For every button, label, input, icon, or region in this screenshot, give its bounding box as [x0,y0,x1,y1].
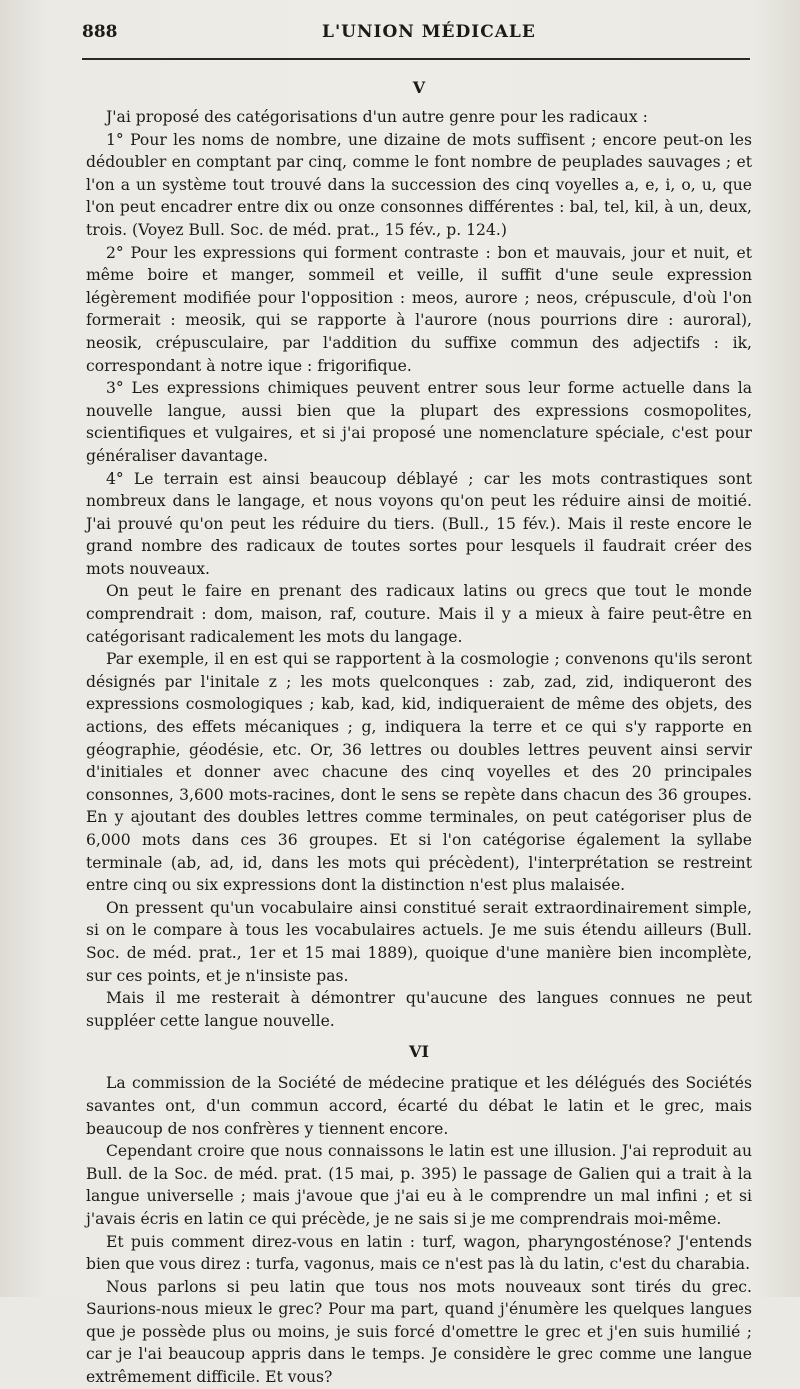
paragraph: Et puis comment direz-vous en latin : turf, wagon, pharyngosténose? J'entends bien que vous direz : turfa, vagonus, mais ce n'est pas là du latin, c'est du charabia. [86,1232,752,1274]
paragraph: J'ai proposé des catégorisations d'un autre genre pour les radicaux : [106,108,648,126]
paragraph: La commission de la Société de médecine pratique et les délégués des Sociétés savantes ont, d'un commun accord, écarté du débat le latin et le grec, mais beaucoup de nos confrères y tiennent encore. [86,1074,752,1138]
section-title-v: V [412,78,426,97]
paragraph: On peut le faire en prenant des radicaux latins ou grecs que tout le monde comprendrait : dom, maison, raf, couture. Mais il y a mieux à faire peut-être en catégorisant radicalement les mots du langage. [86,582,752,646]
page-header [82,22,750,48]
paragraph: Par exemple, il en est qui se rapportent à la cosmologie ; convenons qu'ils seront désignés par l'initale z ; les mots quelconques : zab, zad, zid, indiqueront des expressions cosmologiques ; kab, kad, kid, indiqueraient de même des objets, des actions, des effets mécaniques ; g, indiquera la terre et ce qui s'y rapporte en géographie, géodésie, etc. Or, 36 lettres ou doubles lettres peuvent ainsi servir d'initiales et donner avec chacune des cinq voyelles et des 20 principales consonnes, 3,600 mots-racines, dont le sens se repète dans chacun des 36 groupes. En y ajoutant des doubles lettres comme terminales, on peut catégoriser plus de 6,000 mots dans ces 36 groupes. Et si l'on catégorise également la syllabe terminale (ab, ad, id, dans les mots qui précèdent), l'interprétation se restreint entre cinq ou six expressions dont la distinction n'est plus malaisée. [86,650,752,895]
article-body [86,76,752,1389]
page-number: 888 [82,22,118,42]
header-rule [82,58,750,60]
paragraph: Mais il me resterait à démontrer qu'aucune des langues connues ne peut suppléer cette langue nouvelle. [86,989,752,1030]
paragraph: 4° Le terrain est ainsi beaucoup déblayé ; car les mots contrastiques sont nombreux dans le langage, et nous voyons qu'on peut les réduire ainsi de moitié. J'ai prouvé qu'on peut les réduire du tiers. (Bull., 15 fév.). Mais il reste encore le grand nombre des radicaux de toutes sortes pour lesquels il faudrait créer des mots nouveaux. [86,469,752,578]
section-title-vi: VI [409,1042,429,1062]
paragraph: 3° Les expressions chimiques peuvent entrer sous leur forme actuelle dans la nouvelle langue, aussi bien que la plupart des expressions cosmopolites, scientifiques et vulgaires, et si j'ai proposé une nomenclature spéciale, c'est pour généraliser davantage. [86,379,752,465]
paragraph: On pressent qu'un vocabulaire ainsi constitué serait extraordinairement simple, si on le compare à tous les vocabulaires actuels. Je me suis étendu ailleurs (Bull. Soc. de méd. prat., 1er et 15 mai 1889), quoique d'une manière bien incomplète, sur ces points, et je n'insiste pas. [86,898,752,985]
paragraph: Nous parlons si peu latin que tous nos mots nouveaux sont tirés du grec. Saurions-nous mieux le grec? Pour ma part, quand j'énumère les quelques langues que je possède plus ou moins, je suis forcé d'omettre le grec et j'en suis humilié ; car je l'ai beaucoup appris dans le temps. Je considère le grec comme une langue extrêmement difficile. Et vous? [86,1277,752,1387]
running-title: L'UNION MÉDICALE [322,22,536,42]
paragraph: 2° Pour les expressions qui forment contraste : bon et mauvais, jour et nuit, et même boire et manger, sommeil et veille, il suffit d'une seule expression légèrement modifiée pour l'opposition : meos, aurore ; neos, crépuscule, d'où l'on formerait : meosik, qui se rapporte à l'aurore (nous pourrions dire : auroral), neosik, crépusculaire, par l'addition du suffixe commun des adjectifs : ik, correspondant à notre ique : frigorifique. [86,243,752,375]
paragraph: Cependant croire que nous connaissons le latin est une illusion. J'ai reproduit au Bull. de la Soc. de méd. prat. (15 mai, p. 395) le passage de Galien qui a trait à la langue universelle ; mais j'avoue que j'ai eu à le comprendre un mal infini ; et si j'avais écris en latin ce qui précède, je ne sais si je me comprendrais moi-même. [86,1142,752,1228]
paragraph: 1° Pour les noms de nombre, une dizaine de mots suffisent ; encore peut-on les dédoubler en comptant par cinq, comme le font nombre de peuplades sauvages ; et l'on a un système tout trouvé dans la succession des cinq voyelles a, e, i, o, u, que l'on peut encadrer entre dix ou onze consonnes différentes : bal, tel, kil, à un, deux, trois. (Voyez Bull. Soc. de méd. prat., 15 fév., p. 124.) [86,130,752,239]
